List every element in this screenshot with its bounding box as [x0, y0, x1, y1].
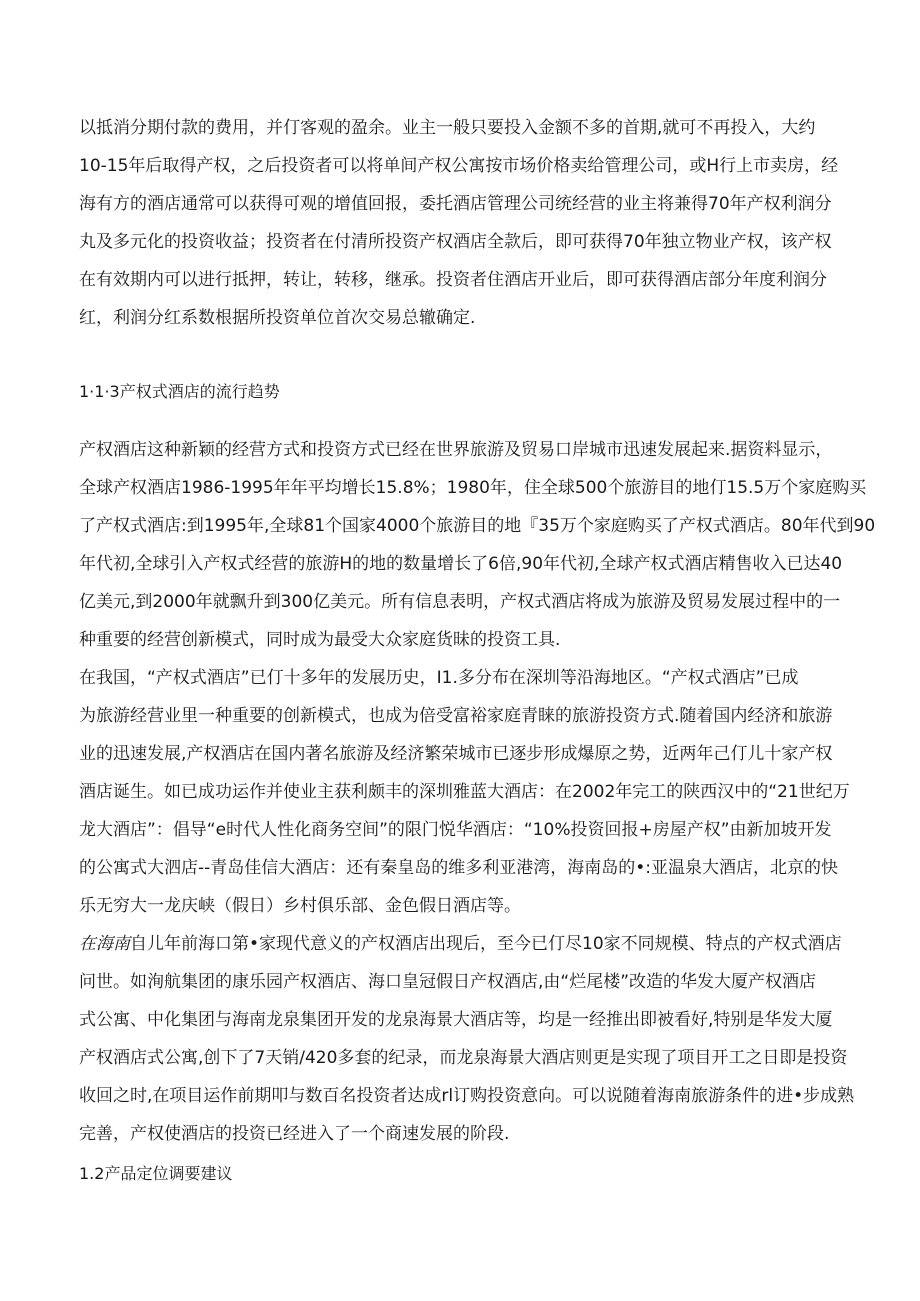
paragraph-3-line: 在我国，“产权式酒店”已仃十多年的发展历史，I1.多分布在深圳等沿海地区。“产权式酒店”已成 — [79, 668, 799, 688]
paragraph-1-line: 10-15年后取得产权，之后投资者可以将单间产权公寓按市场价格卖给管理公司，或H行上市卖房，经 — [79, 156, 839, 176]
paragraph-1-line: 在有效期内可以进行抵押，转让，转移，继承。投资者住酒店开业后，即可获得酒店部分年度利润分 — [79, 270, 827, 290]
paragraph-1-line: 红，利润分红系数根据所投资单位首次交易总辙确定. — [79, 308, 476, 328]
paragraph-2-line: 亿美元,到2000年就飘升到300亿美元。所有信息表明，产权式酒店将成为旅游及贸易发展过程中的一 — [79, 592, 841, 612]
paragraph-4-line: 问世。如洵航集团的康乐园产权酒店、海口皇冠假日产权酒店,由“烂尾楼”改造的华发大厦产权酒店 — [79, 972, 817, 992]
paragraph-1-line: 丸及多元化的投资收益；投资者在付清所投资产权酒店全款后，即可获得70年独立物业产权，该产权 — [79, 232, 832, 252]
paragraph-3-line: 的公寓式大泗店--青岛佳信大酒店：还有秦皇岛的维多利亚港湾，海南岛的•:亚温泉大酒店，北京的快 — [79, 858, 839, 878]
paragraph-1-line: 海有方的酒店通常可以获得可观的增值回报，委托酒店管理公司统经营的业主将兼得70年产权利润分 — [79, 194, 832, 214]
paragraph-2-line: 产权酒店这种新颖的经营方式和投资方式已经在世界旅游及贸易口岸城市迅速发展起来.据资料显示， — [79, 440, 833, 460]
paragraph-3-line: 为旅游经营业里一种重要的创新模式，也成为倍受富裕家庭青睐的旅游投资方式.随着国内经济和旅游 — [79, 706, 833, 726]
section-heading-1-2: 1.2产品定位调要建议 — [79, 1164, 233, 1183]
paragraph-2-line: 年代初,全球引入产权式经营的旅游H的地的数量增长了6倍,90年代初,全球产权式酒店精售收入已达40 — [79, 554, 843, 574]
paragraph-2-line: 全球产权酒店1986-1995年年平均增长15.8%；1980年，住全球500个旅游目的地仃15.5万个家庭购买 — [79, 478, 867, 498]
paragraph-4-line: 式公寓、中化集团与海南龙泉集团开发的龙泉海景大酒店等，均是一经推出即被看好,特别是华发大厦 — [79, 1010, 833, 1030]
paragraph-3-line: 乐无穷大一龙庆峡（假日）乡村俱乐部、金色假日酒店等。 — [79, 896, 521, 916]
section-heading-1-1-3: 1·1·3产权式酒店的流行趋势 — [79, 382, 280, 401]
paragraph-3-line: 龙大酒店”：倡导“e时代人性化商务空间”的限门悦华酒店：“10%投资回报+房屋产权”由新加坡开发 — [79, 820, 832, 840]
paragraph-2-line: 了产权式酒店:到1995年,全球81个国家4000个旅游目的地『35万个家庭购买了产权式酒店。80年代到90 — [79, 516, 876, 536]
paragraph-3-line: 业的迅速发展,产权酒店在国内著名旅游及经济繁荣城市已逐步形成爆原之势，近两年己仃儿十家产权 — [79, 744, 833, 764]
paragraph-2-line: 种重要的经营创新模式，同时成为最受大众家庭货昧的投资工具. — [79, 630, 561, 650]
paragraph-4-first-line-text: 自儿年前海口第•家现代意义的产权酒店出现后，至今已仃尽10家不同规模、特点的产权式酒店 — [130, 934, 842, 954]
paragraph-4-line: 收回之时,在项目运作前期叩与数百名投资者达成rl订购投资意向。可以说随着海南旅游条件的进•步成熟 — [79, 1086, 855, 1106]
paragraph-4-line: 产权酒店式公寓,创下了7天销/420多套的纪录，而龙泉海景大酒店则更是实现了项目开工之日即是投资 — [79, 1048, 848, 1068]
paragraph-4-italic-lead: 在海南 — [79, 934, 130, 954]
paragraph-4-first-line — [79, 933, 842, 955]
paragraph-1-line: 以抵消分期付款的费用，并仃客观的盈余。业主一般只要投入金额不多的首期,就可不再投入，大约 — [79, 118, 816, 138]
paragraph-3-line: 酒店诞生。如已成功运作并使业主获利颇丰的深圳雅蓝大酒店：在2002年完工的陕西汉中的“21世纪万 — [79, 782, 850, 802]
paragraph-4-line: 完善，产权使酒店的投资已经进入了一个商速发展的阶段. — [79, 1124, 510, 1144]
